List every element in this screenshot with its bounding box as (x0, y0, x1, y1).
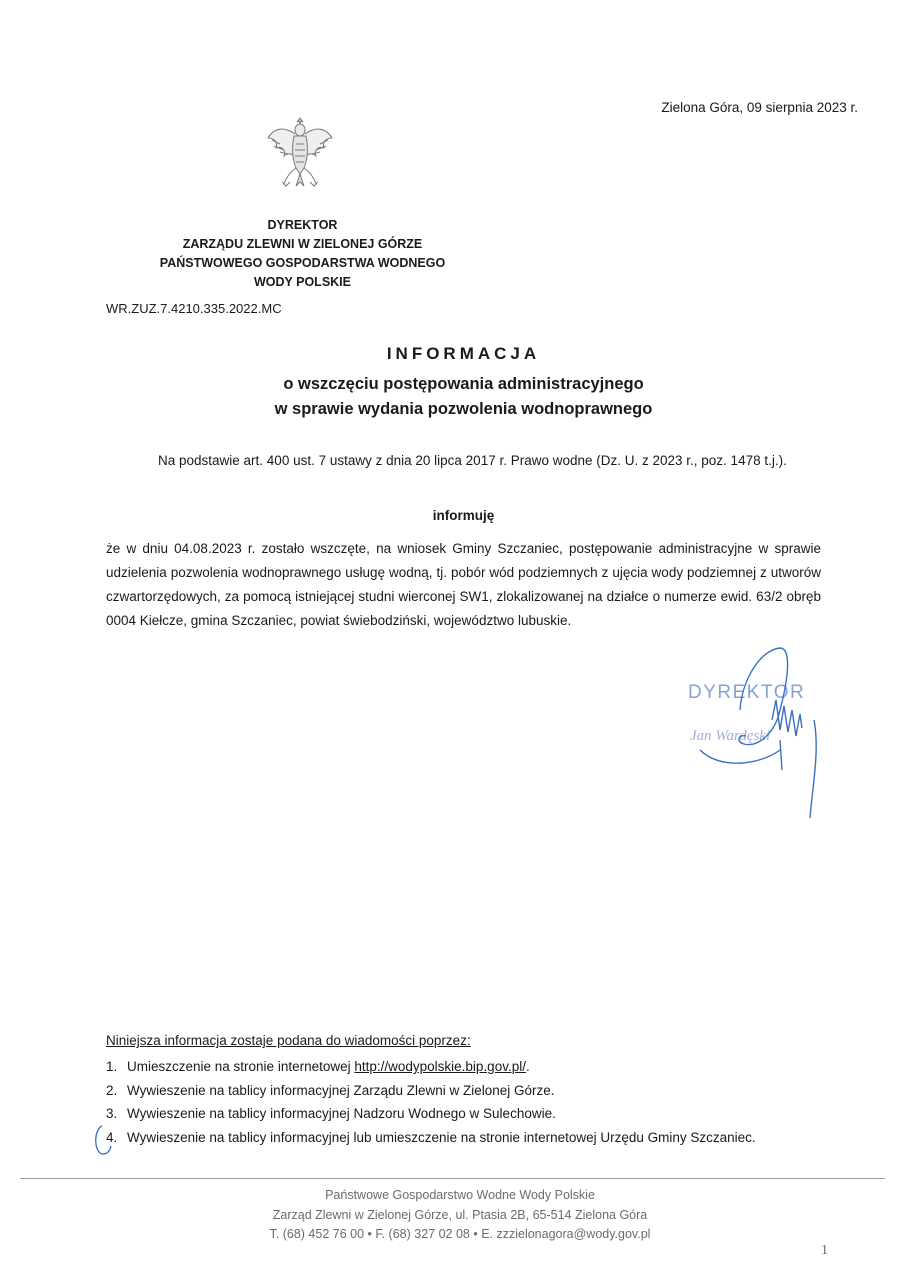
document-date: Zielona Góra, 09 sierpnia 2023 r. (661, 100, 858, 115)
list-item-text: Wywieszenie na tablicy informacyjnej Zarządu Zlewni w Zielonej Górze. (127, 1082, 555, 1098)
list-item (106, 1055, 821, 1079)
notice-heading: Niniejsza informacja zostaje podana do wiadomości poprzez: (106, 1033, 471, 1048)
document-subtitle (106, 372, 821, 422)
page-number: 1 (821, 1243, 828, 1258)
subtitle-line: w sprawie wydania pozwolenia wodnoprawnego (274, 400, 653, 418)
list-item (106, 1079, 821, 1103)
authority-line: ZARZĄDU ZLEWNI W ZIELONEJ GÓRZE (182, 237, 423, 251)
footer-line: Państwowe Gospodarstwo Wodne Wody Polskie (325, 1188, 595, 1202)
list-item (106, 1126, 821, 1150)
issuing-authority (130, 216, 475, 292)
list-item-text: Wywieszenie na tablicy informacyjnej lub umieszczenie na stronie internetowej Urzędu Gminy Szczaniec. (127, 1129, 756, 1145)
footer-divider (20, 1178, 885, 1179)
list-item-number: 2. (106, 1082, 118, 1098)
footer-line: T. (68) 452 76 00 • F. (68) 327 02 08 • E. zzzielonagora@wody.gov.pl (269, 1227, 651, 1241)
director-signature-stamp (680, 640, 840, 820)
case-reference-number: WR.ZUZ.7.4210.335.2022.MC (106, 301, 282, 316)
body-paragraph: że w dniu 04.08.2023 r. zostało wszczęte, na wniosek Gminy Szczaniec, postępowanie administracyjne w sprawie udzielenia pozwolenia wodnoprawnego usługę wodną, tj. pobór wód podziemnych z ujęcia wody podziemnej z utworów czwartorzędowych, za pomocą istniejącej studni wierconej SW1, zlokalizowanej na działce o numerze ewid. 63/2 obręb 0004 Kiełcze, gmina Szczaniec, powiat świebodziński, województwo lubuskie. (106, 541, 821, 628)
subtitle-line: o wszczęciu postępowania administracyjnego (283, 375, 644, 393)
list-item-suffix: . (525, 1059, 530, 1074)
authority-line: DYREKTOR (267, 218, 338, 232)
footer-contact (160, 1186, 760, 1245)
informuje-heading: informuję (432, 508, 495, 523)
notice-list (106, 1055, 821, 1149)
list-item-number: 3. (106, 1106, 118, 1121)
footer-line: Zarząd Zlewni w Zielonej Górze, ul. Ptasia 2B, 65-514 Zielona Góra (272, 1207, 648, 1222)
list-item-text: Wywieszenie na tablicy informacyjnej Nadzoru Wodnego w Sulechowie. (127, 1106, 556, 1121)
handwritten-circle-mark-icon (92, 1124, 114, 1156)
authority-line: PAŃSTWOWEGO GOSPODARSTWA WODNEGO (159, 256, 446, 270)
authority-line: WODY POLSKIE (253, 275, 351, 289)
polish-eagle-emblem-icon (264, 116, 336, 190)
list-item-number: 4. (106, 1129, 118, 1145)
list-item (106, 1102, 821, 1126)
bip-website-link[interactable]: http://wodypolskie.bip.gov.pl/ (354, 1059, 526, 1074)
list-item-text: Umieszczenie na stronie internetowej (127, 1059, 355, 1074)
stamp-title: DYREKTOR (688, 682, 806, 703)
legal-basis-paragraph: Na podstawie art. 400 ust. 7 ustawy z dnia 20 lipca 2017 r. Prawo wodne (Dz. U. z 2023 r., poz. 1478 t.j.). (158, 453, 787, 468)
list-item-number: 1. (106, 1059, 118, 1074)
document-title: INFORMACJA (386, 344, 541, 363)
stamp-name: Jan Wardęski (690, 728, 771, 744)
